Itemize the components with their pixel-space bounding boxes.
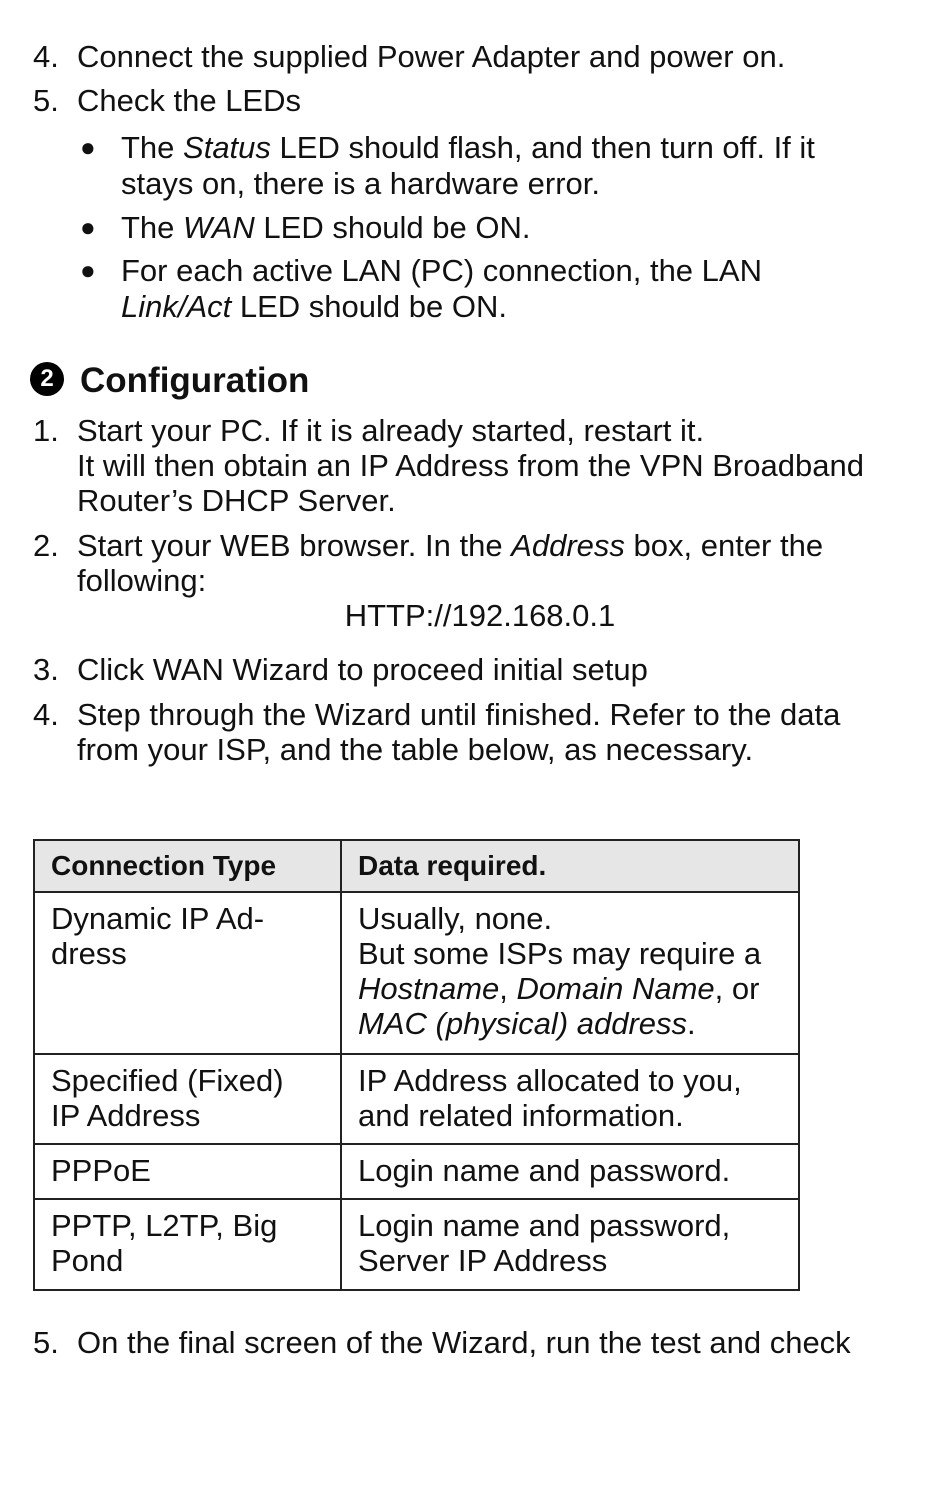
step-number: 2. bbox=[33, 528, 59, 563]
connection-type-cell: PPTP, L2TP, Big Pond bbox=[34, 1199, 341, 1290]
bullet-icon: ● bbox=[80, 212, 96, 242]
table-header-row bbox=[34, 840, 799, 892]
data-required-cell: Usually, none. But some ISPs may require a Hostname, Domain Name, or MAC (physical) address. bbox=[341, 892, 799, 1054]
column-header-connection-type: Connection Type bbox=[34, 840, 341, 892]
bullet-icon: ● bbox=[80, 255, 96, 285]
connection-type-cell: PPPoE bbox=[34, 1144, 341, 1199]
section-title: Configuration bbox=[80, 361, 310, 400]
step-number: 1. bbox=[33, 413, 59, 448]
step-number: 5. bbox=[33, 83, 59, 118]
url-text: HTTP://192.168.0.1 bbox=[344, 598, 616, 633]
table-row bbox=[34, 1199, 799, 1290]
document-page: 4. Connect the supplied Power Adapter and power on. 5. Check the LEDs ● The Status LED should flash, and then turn off. If it stays on, there is a hardware error. ● The WAN LED should be ON. ● For each active LAN (PC) connection, the LAN Link/Act LED should be ON. 2 Configuration 1. Start your PC. If it is already started, restart it. It will then obtain an IP Address from the VPN Broadband Router’s DHCP Server. 2. Start your WEB browser. In the Address box, enter the following: HTTP://192.168.0.1 3. Click WAN Wizard to proceed initial setup 4. Step through the Wizard until finished. Refer to the data from your ISP, and the table below, as necessary. Connection Type Data required. Dynamic IP Ad- dress Usually, none. But some ISPs may require a Hostname, Domain Name, or MAC (physical) address. Specified (Fixed) IP Address IP Address allocated to you, and related information. PPPoE Login name and password. PPTP, L2TP, Big Pond Login name and password, Server IP Address 5. On the final screen of the Wizard, run the test and check bbox=[0, 0, 950, 1502]
connection-type-cell: Specified (Fixed) IP Address bbox=[34, 1054, 341, 1144]
bullet-icon: ● bbox=[80, 132, 96, 162]
data-required-cell: Login name and password. bbox=[341, 1144, 799, 1199]
table-row bbox=[34, 892, 799, 1054]
connection-type-cell: Dynamic IP Ad- dress bbox=[34, 892, 341, 1054]
step-text: Check the LEDs bbox=[77, 83, 301, 118]
connection-type-table bbox=[33, 839, 800, 1291]
step-text: Connect the supplied Power Adapter and power on. bbox=[77, 39, 786, 74]
step-number: 4. bbox=[33, 39, 59, 74]
step-number: 4. bbox=[33, 697, 59, 732]
data-required-cell: Login name and password, Server IP Address bbox=[341, 1199, 799, 1290]
step-number: 5. bbox=[33, 1325, 59, 1360]
column-header-data-required: Data required. bbox=[341, 840, 799, 892]
number-2-circle-icon: 2 bbox=[30, 362, 64, 396]
step-number: 3. bbox=[33, 652, 59, 687]
data-required-cell: IP Address allocated to you, and related information. bbox=[341, 1054, 799, 1144]
table-row bbox=[34, 1144, 799, 1199]
table-row bbox=[34, 1054, 799, 1144]
